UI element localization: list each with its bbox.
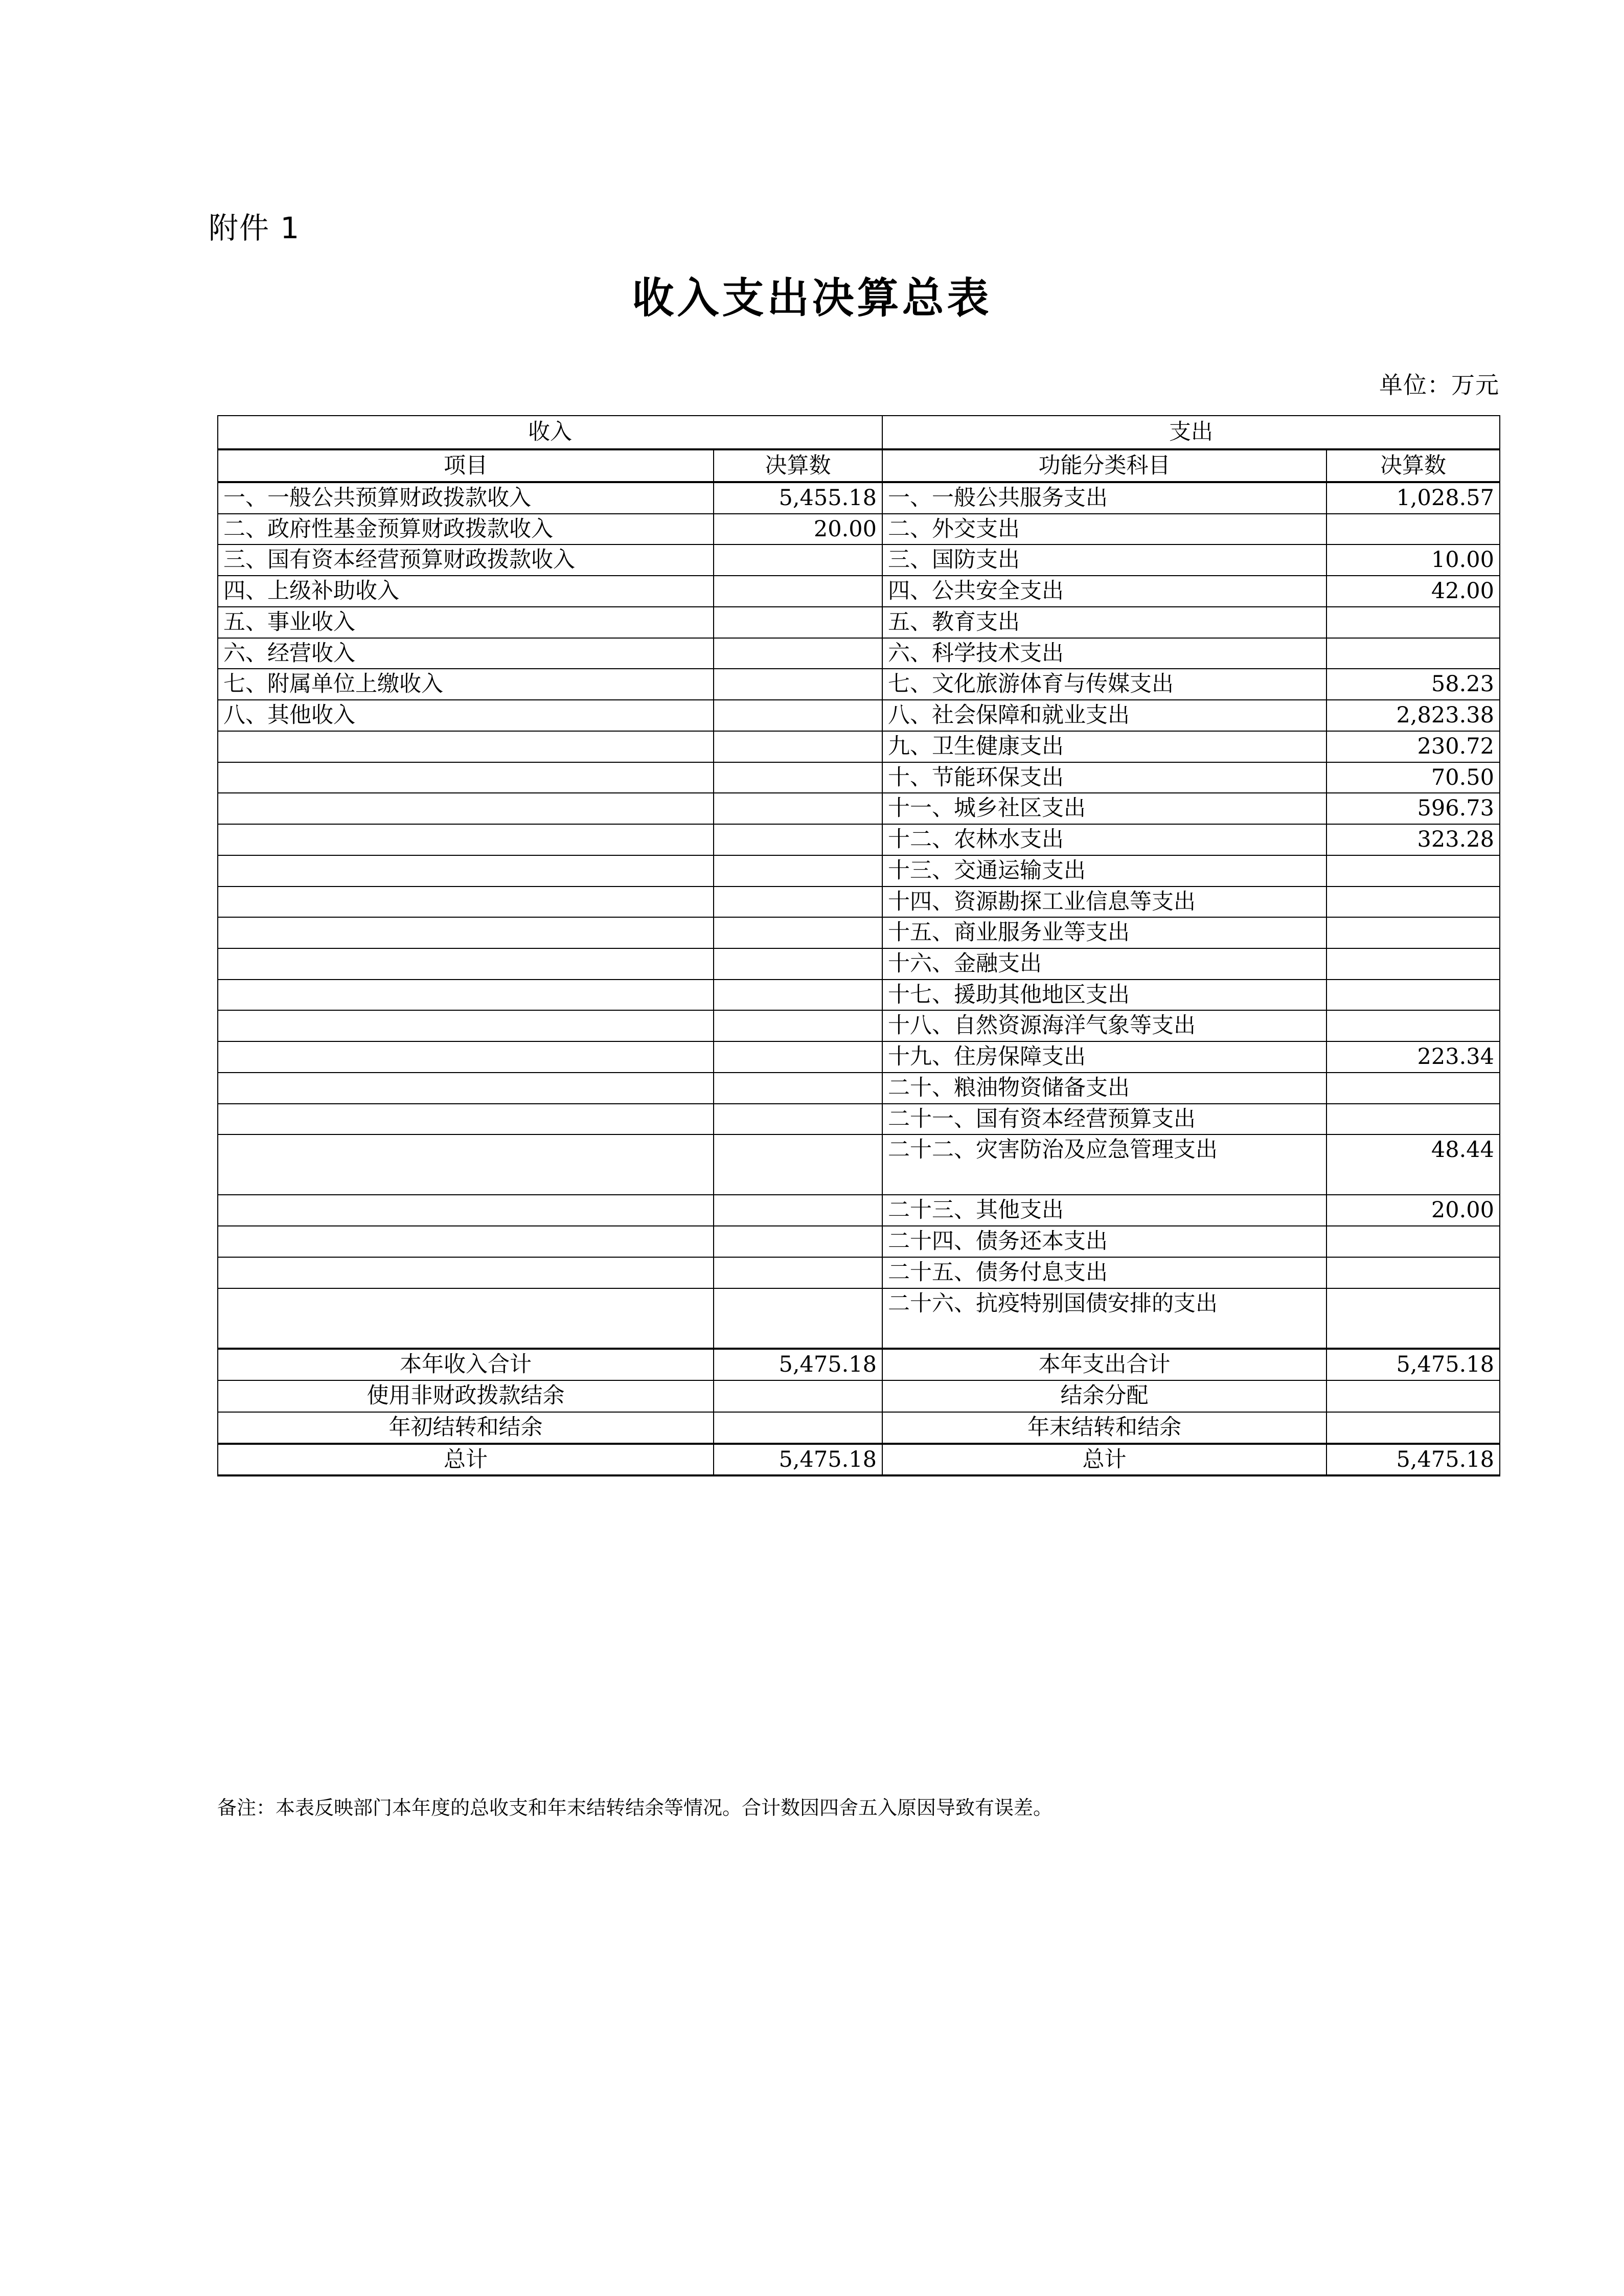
expenditure-value-cell: 10.00 [1326,544,1500,576]
income-value-cell [714,544,882,576]
unit-label: 单位：万元 [1379,371,1499,399]
income-item-cell: 三、国有资本经营预算财政拨款收入 [218,544,714,576]
expenditure-summary-value: 5,475.18 [1326,1444,1500,1476]
income-value-cell [714,1073,882,1104]
table-row [218,1073,1500,1104]
expenditure-value-cell [1326,1104,1500,1135]
income-value-cell [714,1041,882,1073]
income-item-cell [218,855,714,886]
income-item-cell [218,793,714,824]
expenditure-item-cell: 七、文化旅游体育与传媒支出 [882,669,1326,700]
expenditure-value-cell [1326,607,1500,638]
expenditure-item-cell: 十六、金融支出 [882,948,1326,980]
expenditure-value-cell: 20.00 [1326,1195,1500,1226]
expenditure-item-cell: 六、科学技术支出 [882,638,1326,669]
table-row [218,855,1500,886]
expenditure-item-cell: 十一、城乡社区支出 [882,793,1326,824]
income-value-cell [714,1104,882,1135]
income-item-cell: 七、附属单位上缴收入 [218,669,714,700]
income-value-cell [714,762,882,793]
expenditure-value-cell: 70.50 [1326,762,1500,793]
income-expenditure-table [217,415,1500,1476]
table-row [218,576,1500,607]
table-footer-row [218,1412,1500,1444]
group-header-expenditure: 支出 [882,416,1500,449]
column-header-income-value: 决算数 [714,449,882,482]
expenditure-value-cell [1326,514,1500,545]
income-value-cell [714,1288,882,1349]
income-value-cell [714,948,882,980]
table-row [218,824,1500,855]
income-value-cell: 5,455.18 [714,482,882,514]
income-item-cell [218,1134,714,1195]
expenditure-item-cell: 九、卫生健康支出 [882,731,1326,762]
income-value-cell [714,638,882,669]
expenditure-value-cell [1326,980,1500,1011]
expenditure-value-cell [1326,1226,1500,1257]
expenditure-value-cell: 223.34 [1326,1041,1500,1073]
income-value-cell [714,700,882,731]
income-value-cell [714,980,882,1011]
expenditure-item-cell: 二、外交支出 [882,514,1326,545]
expenditure-item-cell: 十九、住房保障支出 [882,1041,1326,1073]
income-summary-value: 5,475.18 [714,1349,882,1380]
expenditure-item-cell: 十、节能环保支出 [882,762,1326,793]
expenditure-value-cell [1326,948,1500,980]
income-value-cell [714,855,882,886]
expenditure-item-cell: 三、国防支出 [882,544,1326,576]
table-row [218,980,1500,1011]
table-row [218,514,1500,545]
income-value-cell [714,1257,882,1288]
expenditure-summary-value: 5,475.18 [1326,1349,1500,1380]
income-value-cell: 20.00 [714,514,882,545]
expenditure-value-cell [1326,1073,1500,1104]
income-item-cell [218,948,714,980]
income-item-cell: 一、一般公共预算财政拨款收入 [218,482,714,514]
expenditure-item-cell: 十五、商业服务业等支出 [882,917,1326,948]
income-value-cell [714,1195,882,1226]
income-value-cell [714,917,882,948]
expenditure-summary-value [1326,1380,1500,1412]
income-value-cell [714,793,882,824]
expenditure-value-cell [1326,1257,1500,1288]
income-summary-label: 年初结转和结余 [218,1412,714,1444]
income-summary-label: 使用非财政拨款结余 [218,1380,714,1412]
income-item-cell: 四、上级补助收入 [218,576,714,607]
income-summary-label: 总计 [218,1444,714,1476]
income-item-cell [218,1073,714,1104]
income-item-cell [218,762,714,793]
income-value-cell [714,607,882,638]
page-title: 收入支出决算总表 [632,274,992,323]
income-value-cell [714,1134,882,1195]
table-row [218,638,1500,669]
expenditure-summary-label: 本年支出合计 [882,1349,1326,1380]
income-item-cell [218,1288,714,1349]
income-summary-value [714,1412,882,1444]
table-footer-row [218,1349,1500,1380]
table-note: 备注：本表反映部门本年度的总收支和年末结转结余等情况。合计数因四舍五入原因导致有误差。 [217,1797,1053,1819]
income-summary-value: 5,475.18 [714,1444,882,1476]
group-header-income: 收入 [218,416,882,449]
attachment-label: 附件 1 [209,211,301,245]
table-row [218,482,1500,514]
expenditure-item-cell: 五、教育支出 [882,607,1326,638]
table-row [218,917,1500,948]
expenditure-item-cell: 二十一、国有资本经营预算支出 [882,1104,1326,1135]
column-header-income-item: 项目 [218,449,714,482]
expenditure-item-cell: 四、公共安全支出 [882,576,1326,607]
table-row [218,793,1500,824]
table-row [218,1257,1500,1288]
table-row [218,1104,1500,1135]
income-item-cell [218,731,714,762]
income-item-cell: 六、经营收入 [218,638,714,669]
expenditure-summary-value [1326,1412,1500,1444]
expenditure-value-cell: 48.44 [1326,1134,1500,1195]
expenditure-value-cell [1326,638,1500,669]
expenditure-item-cell: 八、社会保障和就业支出 [882,700,1326,731]
income-value-cell [714,576,882,607]
income-item-cell [218,1257,714,1288]
income-value-cell [714,1226,882,1257]
expenditure-item-cell: 二十、粮油物资储备支出 [882,1073,1326,1104]
table-row [218,762,1500,793]
expenditure-value-cell [1326,855,1500,886]
income-summary-label: 本年收入合计 [218,1349,714,1380]
column-header-expenditure-item: 功能分类科目 [882,449,1326,482]
expenditure-summary-label: 年末结转和结余 [882,1412,1326,1444]
income-item-cell: 八、其他收入 [218,700,714,731]
income-item-cell [218,824,714,855]
expenditure-value-cell: 2,823.38 [1326,700,1500,731]
expenditure-item-cell: 二十六、抗疫特别国债安排的支出 [882,1288,1326,1349]
expenditure-item-cell: 二十三、其他支出 [882,1195,1326,1226]
expenditure-item-cell: 二十四、债务还本支出 [882,1226,1326,1257]
table-row [218,1195,1500,1226]
expenditure-value-cell: 323.28 [1326,824,1500,855]
income-item-cell [218,1195,714,1226]
column-header-expenditure-value: 决算数 [1326,449,1500,482]
budget-table-container [217,415,1499,1476]
table-footer-row [218,1444,1500,1476]
table-row [218,1288,1500,1349]
expenditure-item-cell: 二十五、债务付息支出 [882,1257,1326,1288]
table-row [218,948,1500,980]
income-value-cell [714,731,882,762]
table-row [218,731,1500,762]
expenditure-summary-label: 总计 [882,1444,1326,1476]
table-row [218,1134,1500,1195]
expenditure-item-cell: 二十二、灾害防治及应急管理支出 [882,1134,1326,1195]
table-row [218,1041,1500,1073]
group-header-row [218,416,1500,449]
income-item-cell: 五、事业收入 [218,607,714,638]
expenditure-item-cell: 一、一般公共服务支出 [882,482,1326,514]
table-row [218,669,1500,700]
income-item-cell [218,1226,714,1257]
expenditure-value-cell [1326,1288,1500,1349]
income-value-cell [714,1010,882,1041]
income-value-cell [714,886,882,918]
table-row [218,1226,1500,1257]
expenditure-value-cell: 1,028.57 [1326,482,1500,514]
expenditure-item-cell: 十二、农林水支出 [882,824,1326,855]
income-item-cell: 二、政府性基金预算财政拨款收入 [218,514,714,545]
expenditure-value-cell: 596.73 [1326,793,1500,824]
income-item-cell [218,917,714,948]
expenditure-item-cell: 十四、资源勘探工业信息等支出 [882,886,1326,918]
income-value-cell [714,669,882,700]
income-item-cell [218,1104,714,1135]
income-value-cell [714,824,882,855]
column-header-row [218,449,1500,482]
expenditure-item-cell: 十七、援助其他地区支出 [882,980,1326,1011]
expenditure-value-cell: 42.00 [1326,576,1500,607]
expenditure-item-cell: 十三、交通运输支出 [882,855,1326,886]
income-item-cell [218,1010,714,1041]
income-item-cell [218,886,714,918]
expenditure-summary-label: 结余分配 [882,1380,1326,1412]
expenditure-value-cell: 230.72 [1326,731,1500,762]
table-row [218,607,1500,638]
income-summary-value [714,1380,882,1412]
table-row [218,700,1500,731]
table-row [218,886,1500,918]
income-item-cell [218,980,714,1011]
table-row [218,544,1500,576]
expenditure-value-cell [1326,886,1500,918]
income-item-cell [218,1041,714,1073]
table-footer-row [218,1380,1500,1412]
table-row [218,1010,1500,1041]
expenditure-value-cell [1326,1010,1500,1041]
expenditure-value-cell [1326,917,1500,948]
expenditure-item-cell: 十八、自然资源海洋气象等支出 [882,1010,1326,1041]
expenditure-value-cell: 58.23 [1326,669,1500,700]
